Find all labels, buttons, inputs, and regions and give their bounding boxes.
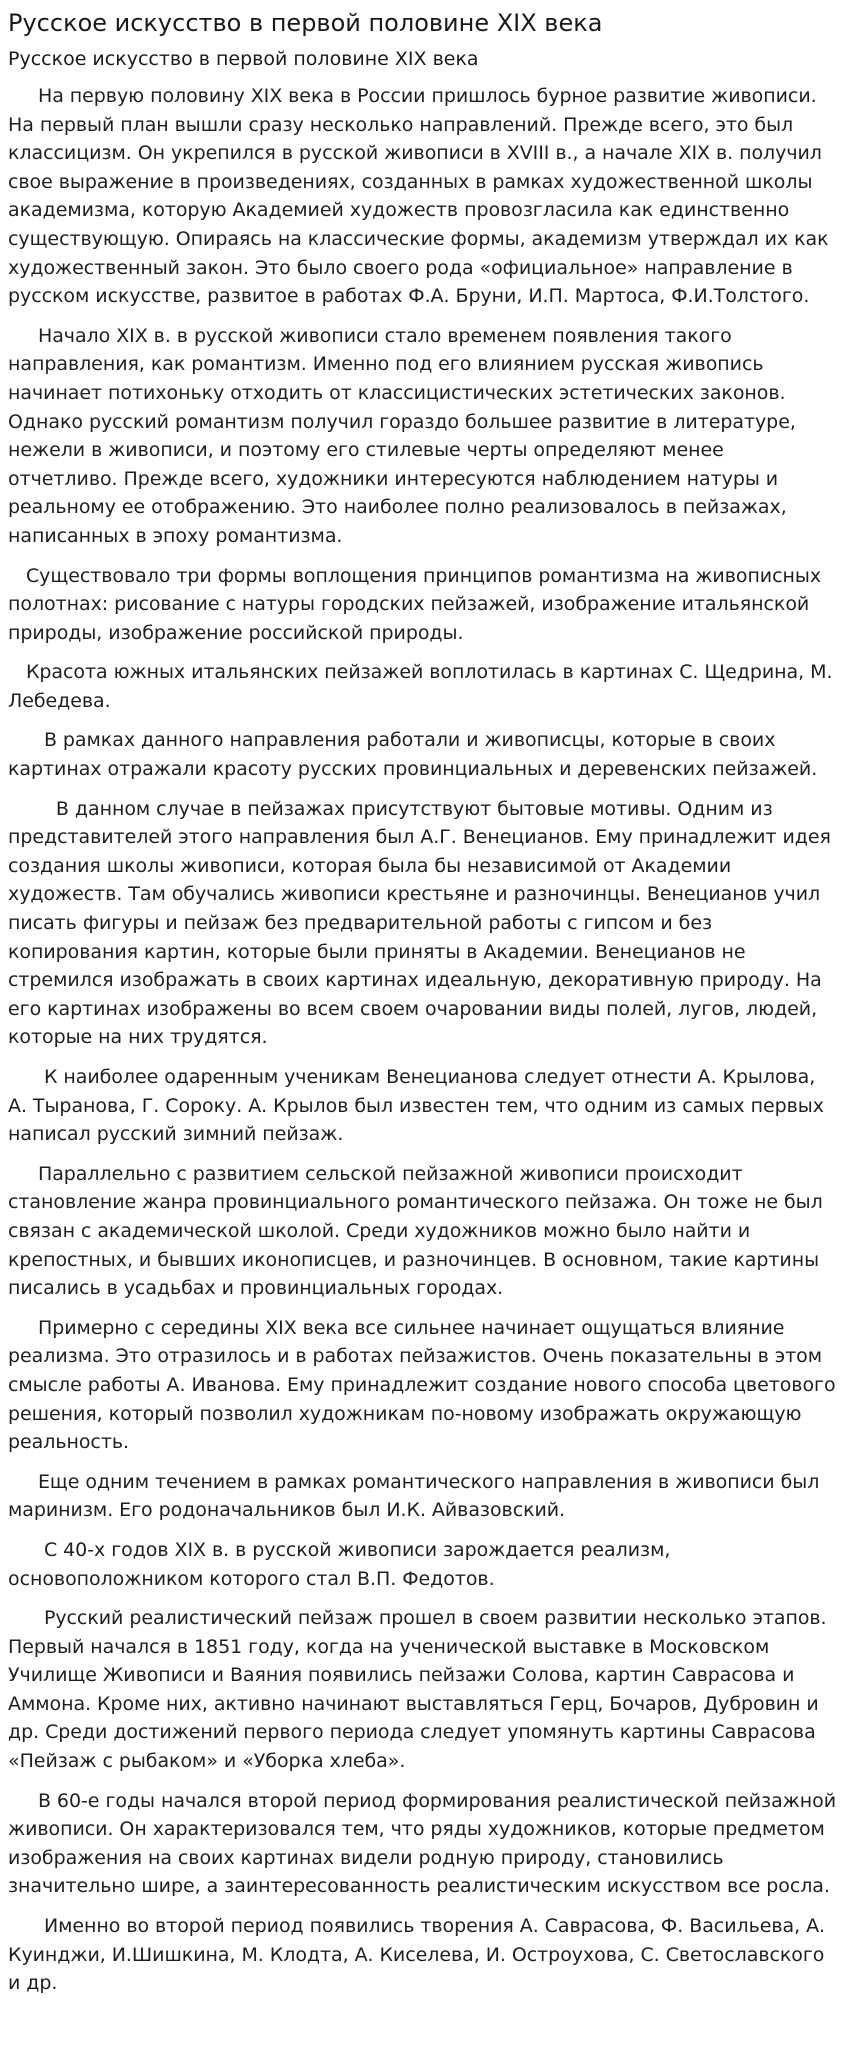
- paragraph-6: В данном случае в пейзажах присутствуют бытовые мотивы. Одним из представителей этого направления был А.Г. Венецианов. Ему принадлежит идея создания школы живописи, которая была бы независимой от Академии художеств. Там обучались живописи крестьяне и разночинцы. Венецианов учил писать фигуры и пейзаж без предварительной работы с гипсом и без копирования картин, которые были приняты в Академии. Венецианов не стремился изображать в своих картинах идеальную, декоративную природу. На его картинах изображены во всем своем очаровании виды полей, лугов, людей, которые на них трудятся.: [8, 797, 837, 1049]
- paragraph-8: Параллельно с развитием сельской пейзажной живописи происходит становление жанра провинциального романтического пейзажа. Он тоже не был связан с академической школой. Среди художников можно было найти и крепостных, и бывших иконописцев, и разночинцев. В основном, такие картины писались в усадьбах и провинциальных городах.: [8, 1162, 829, 1300]
- paragraph-1: На первую половину XIX века в России пришлось бурное развитие живописи. На первый план вышли сразу несколько направлений. Прежде всего, это был классицизм. Он укрепился в русской живописи в XVIII в., а начале XIX в. получил свое выражение в произведениях, созданных в рамках художественной школы академизма, которую Академией художеств провозгласила как единственно существующую. Опираясь на классические формы, академизм утверждал их как художественный закон. Это было своего рода «официальное» направление в русском искусстве, развитое в работах Ф.А. Бруни, И.П. Мартоса, Ф.И.Толстого.: [8, 85, 835, 308]
- paragraph-14: Именно во второй период появились творения А. Саврасова, Ф. Васильева, А. Куинджи, И.Шишкина, М. Клодта, А. Киселева, И. Остроухова, С. Светославского и др.: [8, 1915, 832, 1995]
- paragraph-2: Начало XIX в. в русской живописи стало временем появления такого направления, как романтизм. Именно под его влиянием русская живопись начинает потихоньку отходить от классицистических эстетических законов. Однако русский романтизм получил гораздо большее развитие в литературе, нежели в живописи, и поэтому его стилевые черты определяют менее отчетливо. Прежде всего, художники интересуются наблюдением натуры и реальному ее отображению. Это наиболее полно реализовалось в пейзажах, написанных в эпоху романтизма.: [8, 324, 802, 547]
- paragraph-9: Примерно с середины XIX века все сильнее начинает ощущаться влияние реализма. Это отразилось и в работах пейзажистов. Очень показательны в этом смысле работы А. Иванова. Ему принадлежит создание нового способа цветового решения, который позволил художникам по-новому изображать окружающую реальность.: [8, 1316, 842, 1454]
- paragraph-5: В рамках данного направления работали и живописцы, которые в своих картинах отражали красоту русских провинциальных и деревенских пейзажей.: [8, 729, 818, 781]
- paragraph-12: Русский реалистический пейзаж прошел в своем развитии несколько этапов. Первый начался в 1851 году, когда на ученической выставке в Московском Училище Живописи и Ваяния появились пейзажи Солова, картин Саврасова и Аммона. Кроме них, активно начинают выставляться Герц, Бочаров, Дубровин и др. Среди достижений первого периода следует упомянуть картины Саврасова «Пейзаж с рыбаком» и «Уборка хлеба».: [8, 1607, 833, 1773]
- page-title: Русское искусство в первой половине XIX века: [8, 9, 603, 37]
- paragraph-3: Существовало три формы воплощения принципов романтизма на живописных полотнах: рисование с натуры городских пейзажей, изображение итальянской природы, изображение российской природы.: [8, 564, 828, 644]
- paragraph-10: Еще одним течением в рамках романтического направления в живописи был маринизм. Его родоначальников был И.К. Айвазовский.: [8, 1470, 826, 1522]
- paragraph-13: В 60-е годы начался второй период формирования реалистической пейзажной живописи. Он характеризовался тем, что ряды художников, которые предметом изображения на своих картинах видели родную природу, становились значительно шире, а заинтересованность реалистическим искусством все росла.: [8, 1789, 842, 1898]
- paragraph-7: К наиболее одаренным ученикам Венецианова следует отнести А. Крылова, А. Тыранова, Г. Сороку. А. Крылов был известен тем, что одним из самых первых написал русский зимний пейзаж.: [8, 1066, 830, 1146]
- article-subtitle: Русское искусство в первой половине XIX века: [8, 48, 479, 70]
- paragraph-4: Красота южных итальянских пейзажей воплотилась в картинах С. Щедрина, М. Лебедева.: [8, 661, 839, 712]
- paragraph-11: С 40-х годов XIX в. в русской живописи зарождается реализм, основоположником которого стал В.П. Федотов.: [8, 1538, 677, 1590]
